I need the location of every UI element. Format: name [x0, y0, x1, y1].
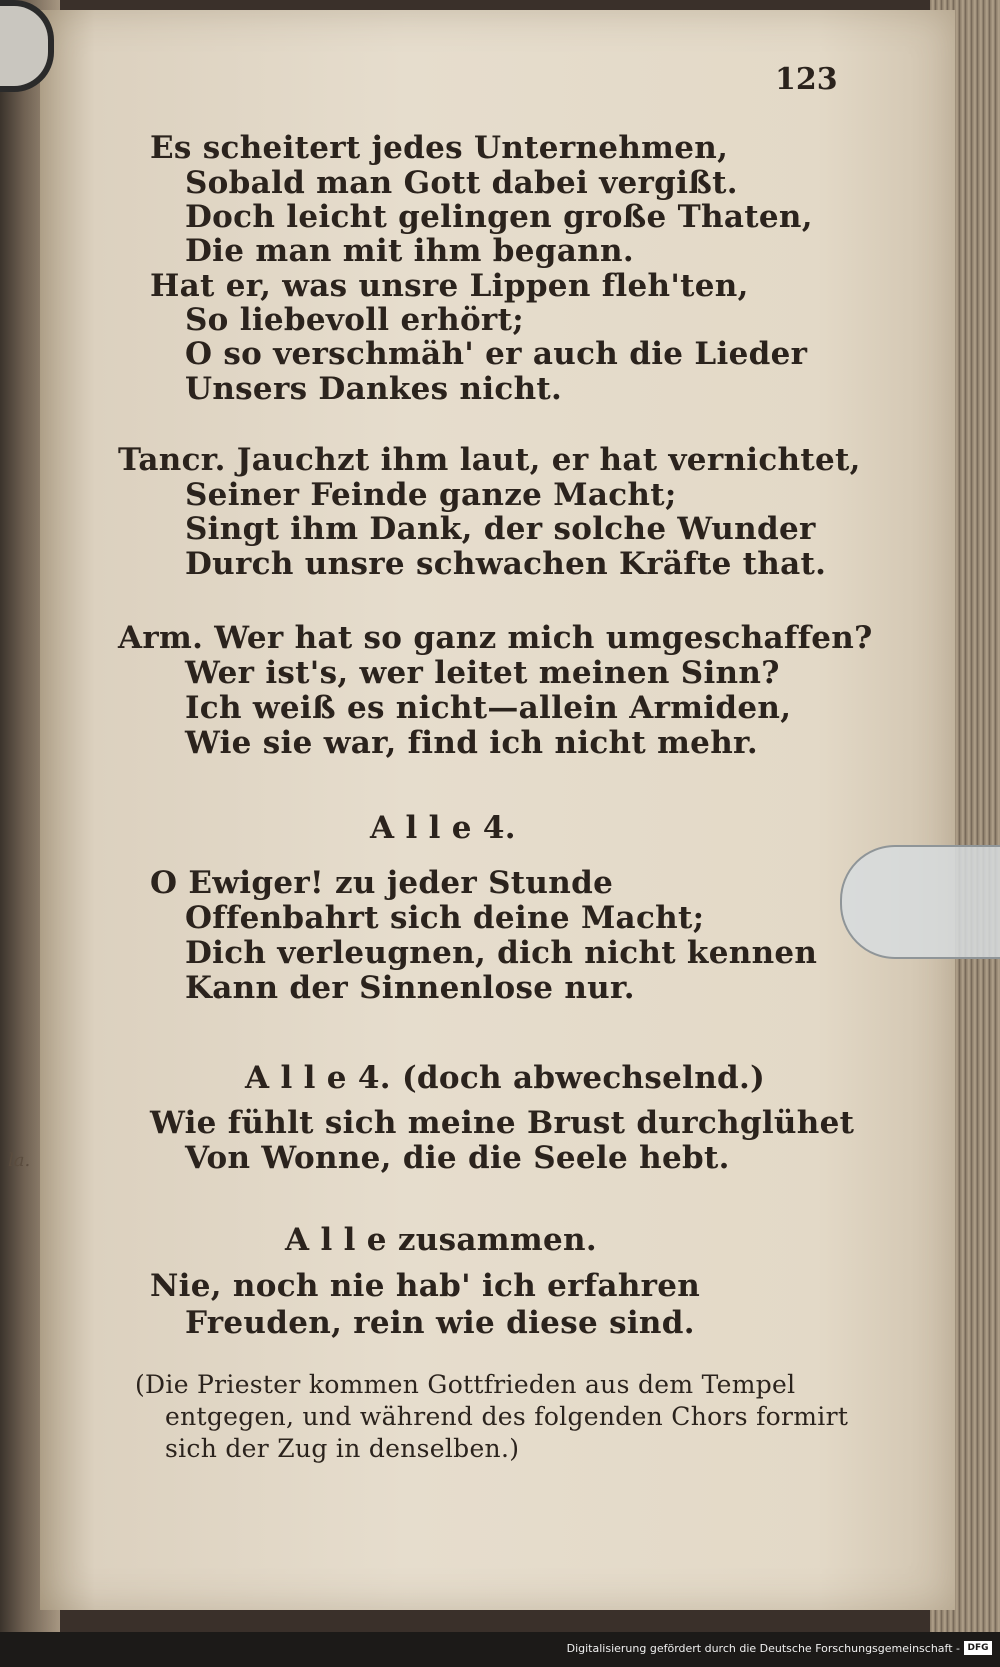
text-line: Hat er, was unsre Lippen fleh'ten, [150, 268, 749, 304]
text-line: (Die Priester kommen Gottfrieden aus dem Tempel [135, 1370, 796, 1399]
text-line: sich der Zug in denselben.) [165, 1434, 520, 1463]
text-line: Durch unsre schwachen Kräfte that. [185, 546, 827, 582]
text-line: Von Wonne, die die Seele hebt. [185, 1140, 730, 1176]
text-line: entgegen, und während des folgenden Chors formirt [165, 1402, 849, 1431]
funding-credit: Digitalisierung gefördert durch die Deutsche Forschungsgemeinschaft - [566, 1642, 960, 1655]
page-number: 123 [775, 62, 838, 97]
text-line: Tancr. Jauchzt ihm laut, er hat vernichtet, [118, 442, 861, 478]
text-line: Doch leicht gelingen große Thaten, [185, 199, 813, 235]
text-line: Offenbahrt sich deine Macht; [185, 900, 705, 936]
section-heading: A l l e 4. (doch abwechselnd.) [245, 1060, 766, 1096]
text-line: Seiner Feinde ganze Macht; [185, 477, 677, 513]
text-line: Ich weiß es nicht—allein Armiden, [185, 690, 792, 726]
section-heading: A l l e zusammen. [285, 1222, 597, 1258]
text-line: O Ewiger! zu jeder Stunde [150, 865, 614, 901]
text-line: Es scheitert jedes Unternehmen, [150, 130, 729, 166]
text-line: Unsers Dankes nicht. [185, 371, 563, 407]
bookmark-tab [840, 845, 1000, 959]
text-line: Singt ihm Dank, der solche Wunder [185, 511, 816, 547]
text-line: Dich verleugnen, dich nicht kennen [185, 935, 818, 971]
text-line: Wer ist's, wer leitet meinen Sinn? [185, 655, 780, 691]
text-line: Arm. Wer hat so ganz mich umgeschaffen? [118, 620, 873, 656]
text-line: Die man mit ihm begann. [185, 233, 634, 269]
margin-fragment: la. [8, 1150, 31, 1171]
text-line: Kann der Sinnenlose nur. [185, 970, 635, 1006]
dfg-logo-icon: DFG [964, 1641, 992, 1655]
text-line: Sobald man Gott dabei vergißt. [185, 165, 738, 201]
section-heading: A l l e 4. [370, 810, 516, 846]
text-line: Wie sie war, find ich nicht mehr. [185, 725, 758, 761]
text-line: O so verschmäh' er auch die Lieder [185, 336, 808, 372]
text-line: Freuden, rein wie diese sind. [185, 1305, 695, 1341]
text-line: Nie, noch nie hab' ich erfahren [150, 1268, 701, 1304]
text-line: Wie fühlt sich meine Brust durchglühet [150, 1105, 855, 1141]
text-line: So liebevoll erhört; [185, 302, 524, 338]
